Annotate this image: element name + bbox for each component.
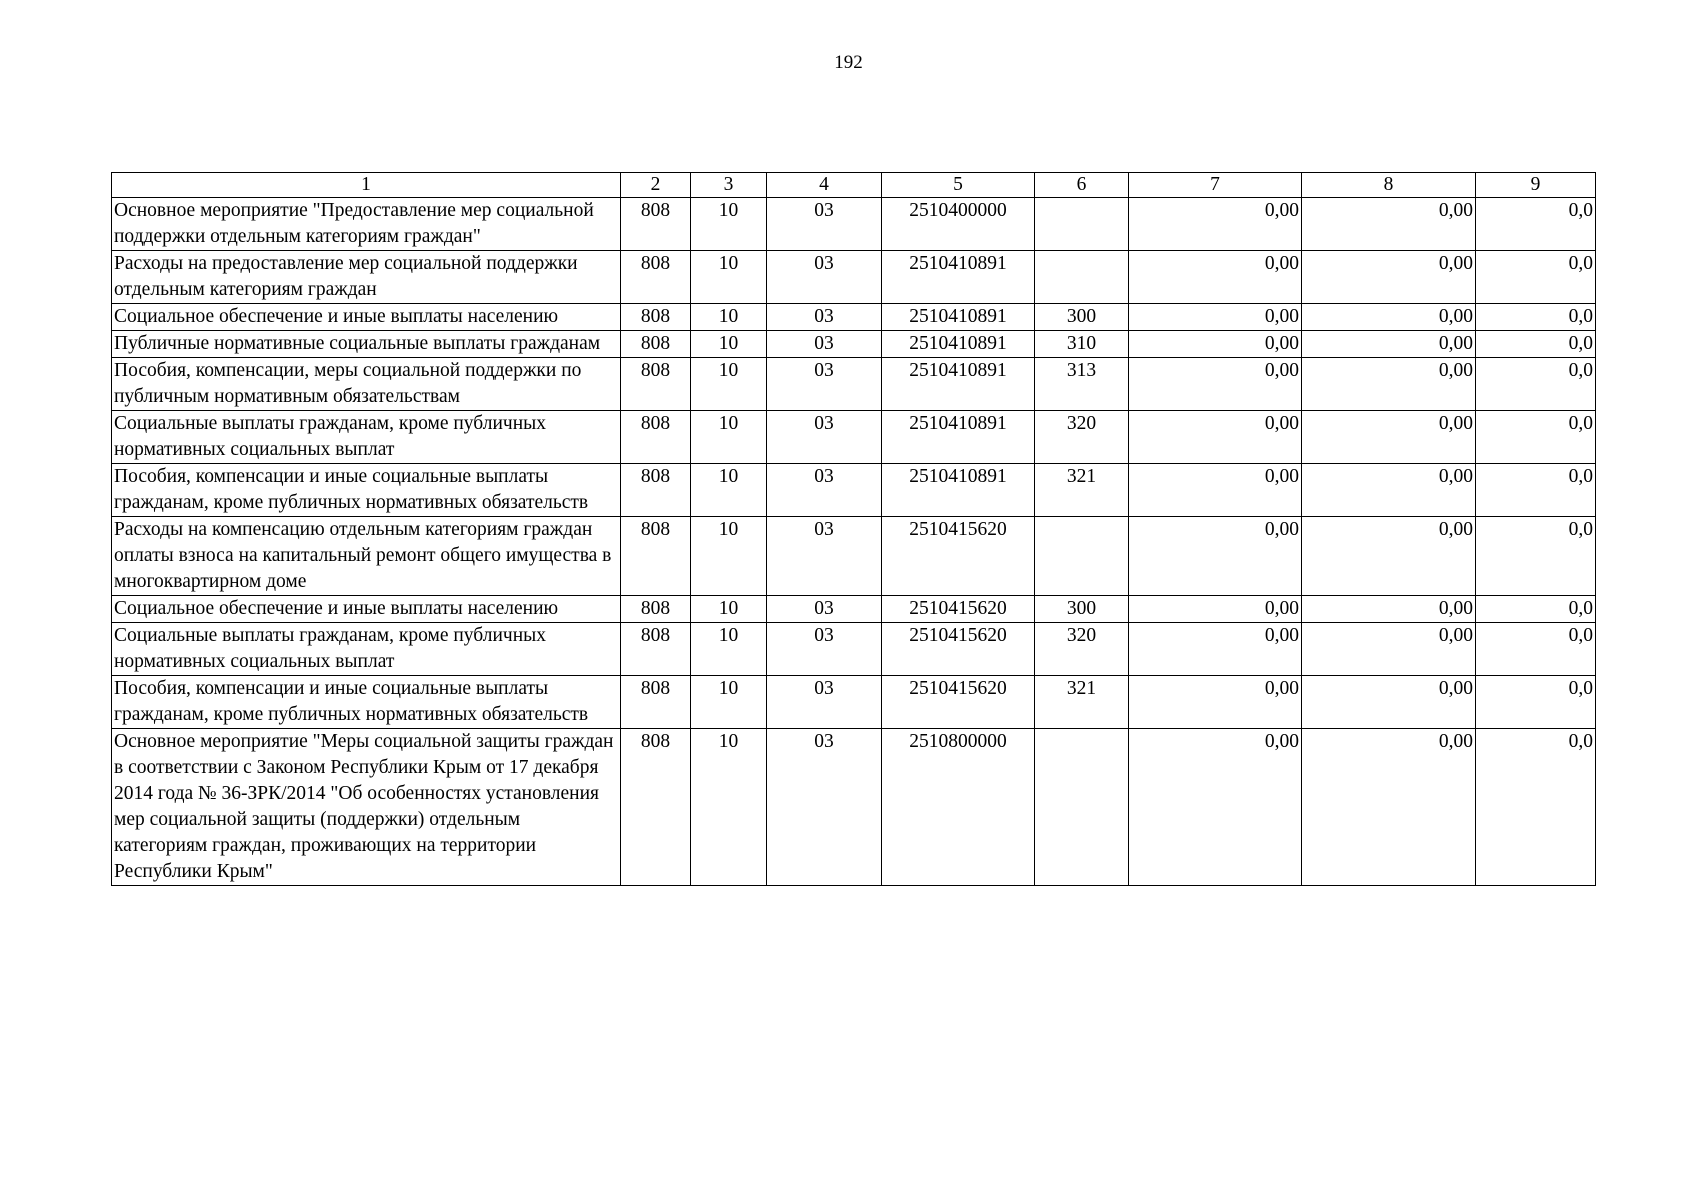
cell-col6: 320 xyxy=(1035,411,1129,464)
cell-col5: 2510415620 xyxy=(882,676,1035,729)
row-name: Пособия, компенсации, меры социальной поддержки по публичным нормативным обязательствам xyxy=(112,358,621,411)
cell-col2: 808 xyxy=(621,464,691,517)
cell-col6: 320 xyxy=(1035,623,1129,676)
cell-col3: 10 xyxy=(691,251,767,304)
cell-col3: 10 xyxy=(691,331,767,358)
cell-col2: 808 xyxy=(621,358,691,411)
row-name: Основное мероприятие "Меры социальной защиты граждан в соответствии с Законом Республики Крым от 17 декабря 2014 года № 36-ЗРК/2014 "Об особенностях установления мер социальной защиты (поддержки) отдельным категориям граждан, проживающих на территории Республики Крым" xyxy=(112,729,621,886)
cell-col8: 0,00 xyxy=(1302,729,1476,886)
cell-col3: 10 xyxy=(691,596,767,623)
cell-col7: 0,00 xyxy=(1129,729,1302,886)
table-row xyxy=(112,596,1596,623)
cell-col6 xyxy=(1035,198,1129,251)
column-header: 7 xyxy=(1129,173,1302,198)
cell-col2: 808 xyxy=(621,304,691,331)
cell-col6: 300 xyxy=(1035,304,1129,331)
header-row xyxy=(112,173,1596,198)
cell-col2: 808 xyxy=(621,331,691,358)
cell-col4: 03 xyxy=(767,596,882,623)
table-row xyxy=(112,198,1596,251)
cell-col4: 03 xyxy=(767,198,882,251)
cell-col7: 0,00 xyxy=(1129,251,1302,304)
row-name: Основное мероприятие "Предоставление мер социальной поддержки отдельным категориям граждан" xyxy=(112,198,621,251)
cell-col4: 03 xyxy=(767,729,882,886)
cell-col9: 0,0 xyxy=(1476,464,1596,517)
cell-col6: 321 xyxy=(1035,464,1129,517)
cell-col9: 0,0 xyxy=(1476,411,1596,464)
cell-col9: 0,0 xyxy=(1476,251,1596,304)
cell-col2: 808 xyxy=(621,251,691,304)
row-name: Социальное обеспечение и иные выплаты населению xyxy=(112,596,621,623)
cell-col9: 0,0 xyxy=(1476,596,1596,623)
table-row xyxy=(112,358,1596,411)
cell-col9: 0,0 xyxy=(1476,331,1596,358)
cell-col6 xyxy=(1035,729,1129,886)
cell-col7: 0,00 xyxy=(1129,304,1302,331)
cell-col7: 0,00 xyxy=(1129,198,1302,251)
cell-col3: 10 xyxy=(691,464,767,517)
cell-col8: 0,00 xyxy=(1302,596,1476,623)
table-row xyxy=(112,304,1596,331)
cell-col9: 0,0 xyxy=(1476,358,1596,411)
row-name: Публичные нормативные социальные выплаты гражданам xyxy=(112,331,621,358)
cell-col6 xyxy=(1035,251,1129,304)
row-name: Социальные выплаты гражданам, кроме публичных нормативных социальных выплат xyxy=(112,411,621,464)
table-row xyxy=(112,464,1596,517)
column-header: 5 xyxy=(882,173,1035,198)
cell-col6: 310 xyxy=(1035,331,1129,358)
cell-col3: 10 xyxy=(691,304,767,331)
cell-col2: 808 xyxy=(621,623,691,676)
table-row xyxy=(112,676,1596,729)
cell-col8: 0,00 xyxy=(1302,411,1476,464)
cell-col5: 2510410891 xyxy=(882,251,1035,304)
cell-col7: 0,00 xyxy=(1129,676,1302,729)
cell-col8: 0,00 xyxy=(1302,358,1476,411)
cell-col5: 2510800000 xyxy=(882,729,1035,886)
column-header: 2 xyxy=(621,173,691,198)
cell-col9: 0,0 xyxy=(1476,517,1596,596)
cell-col4: 03 xyxy=(767,251,882,304)
cell-col9: 0,0 xyxy=(1476,304,1596,331)
column-header: 6 xyxy=(1035,173,1129,198)
cell-col7: 0,00 xyxy=(1129,358,1302,411)
cell-col7: 0,00 xyxy=(1129,411,1302,464)
page-number: 192 xyxy=(834,52,863,73)
cell-col7: 0,00 xyxy=(1129,331,1302,358)
cell-col3: 10 xyxy=(691,517,767,596)
cell-col9: 0,0 xyxy=(1476,729,1596,886)
cell-col4: 03 xyxy=(767,464,882,517)
row-name: Расходы на предоставление мер социальной поддержки отдельным категориям граждан xyxy=(112,251,621,304)
cell-col7: 0,00 xyxy=(1129,596,1302,623)
cell-col5: 2510415620 xyxy=(882,623,1035,676)
row-name: Расходы на компенсацию отдельным категориям граждан оплаты взноса на капитальный ремонт общего имущества в многоквартирном доме xyxy=(112,517,621,596)
row-name: Социальное обеспечение и иные выплаты населению xyxy=(112,304,621,331)
cell-col3: 10 xyxy=(691,358,767,411)
cell-col6: 321 xyxy=(1035,676,1129,729)
row-name: Пособия, компенсации и иные социальные выплаты гражданам, кроме публичных нормативных обязательств xyxy=(112,464,621,517)
cell-col6 xyxy=(1035,517,1129,596)
cell-col5: 2510410891 xyxy=(882,304,1035,331)
cell-col4: 03 xyxy=(767,517,882,596)
budget-table xyxy=(111,172,1596,886)
column-header: 9 xyxy=(1476,173,1596,198)
cell-col3: 10 xyxy=(691,623,767,676)
cell-col2: 808 xyxy=(621,596,691,623)
cell-col3: 10 xyxy=(691,676,767,729)
column-header: 8 xyxy=(1302,173,1476,198)
cell-col5: 2510410891 xyxy=(882,411,1035,464)
cell-col7: 0,00 xyxy=(1129,464,1302,517)
cell-col9: 0,0 xyxy=(1476,676,1596,729)
cell-col4: 03 xyxy=(767,304,882,331)
cell-col2: 808 xyxy=(621,729,691,886)
cell-col4: 03 xyxy=(767,676,882,729)
cell-col8: 0,00 xyxy=(1302,304,1476,331)
cell-col8: 0,00 xyxy=(1302,198,1476,251)
cell-col5: 2510410891 xyxy=(882,331,1035,358)
cell-col8: 0,00 xyxy=(1302,251,1476,304)
cell-col8: 0,00 xyxy=(1302,623,1476,676)
table-row xyxy=(112,251,1596,304)
cell-col3: 10 xyxy=(691,198,767,251)
cell-col5: 2510415620 xyxy=(882,596,1035,623)
cell-col3: 10 xyxy=(691,411,767,464)
cell-col8: 0,00 xyxy=(1302,517,1476,596)
table-body xyxy=(112,198,1596,886)
cell-col4: 03 xyxy=(767,411,882,464)
row-name: Пособия, компенсации и иные социальные выплаты гражданам, кроме публичных нормативных обязательств xyxy=(112,676,621,729)
table-row xyxy=(112,517,1596,596)
table-row xyxy=(112,331,1596,358)
cell-col6: 300 xyxy=(1035,596,1129,623)
cell-col2: 808 xyxy=(621,411,691,464)
cell-col7: 0,00 xyxy=(1129,623,1302,676)
cell-col7: 0,00 xyxy=(1129,517,1302,596)
column-header: 1 xyxy=(112,173,621,198)
cell-col5: 2510410891 xyxy=(882,358,1035,411)
column-header: 4 xyxy=(767,173,882,198)
column-header: 3 xyxy=(691,173,767,198)
cell-col5: 2510415620 xyxy=(882,517,1035,596)
row-name: Социальные выплаты гражданам, кроме публичных нормативных социальных выплат xyxy=(112,623,621,676)
cell-col9: 0,0 xyxy=(1476,198,1596,251)
cell-col5: 2510410891 xyxy=(882,464,1035,517)
cell-col6: 313 xyxy=(1035,358,1129,411)
cell-col8: 0,00 xyxy=(1302,464,1476,517)
cell-col3: 10 xyxy=(691,729,767,886)
table-row xyxy=(112,411,1596,464)
cell-col8: 0,00 xyxy=(1302,676,1476,729)
cell-col5: 2510400000 xyxy=(882,198,1035,251)
cell-col9: 0,0 xyxy=(1476,623,1596,676)
table-row xyxy=(112,623,1596,676)
cell-col8: 0,00 xyxy=(1302,331,1476,358)
cell-col4: 03 xyxy=(767,623,882,676)
table-row xyxy=(112,729,1596,886)
cell-col2: 808 xyxy=(621,676,691,729)
cell-col4: 03 xyxy=(767,358,882,411)
cell-col2: 808 xyxy=(621,198,691,251)
cell-col4: 03 xyxy=(767,331,882,358)
cell-col2: 808 xyxy=(621,517,691,596)
